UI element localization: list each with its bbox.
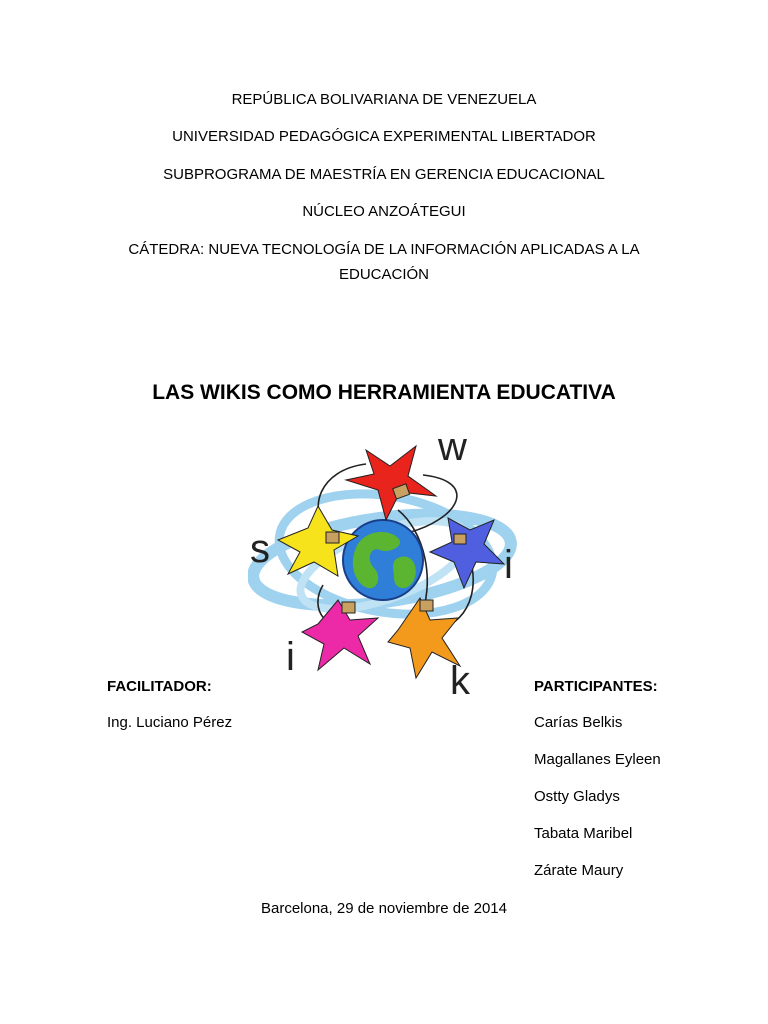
header-course-line1: CÁTEDRA: NUEVA TECNOLOGÍA DE LA INFORMACIÓN APLICADAS A LA [128, 241, 640, 258]
header-country: REPÚBLICA BOLIVARIANA DE VENEZUELA [231, 91, 537, 108]
header-program: SUBPROGRAMA DE MAESTRÍA EN GERENCIA EDUCACIONAL [163, 166, 605, 183]
logo-letter-w: w [438, 425, 467, 469]
participant-item: Magallanes Eyleen [534, 751, 661, 768]
footer-place-date: Barcelona, 29 de noviembre de 2014 [260, 900, 507, 917]
header-course-line2: EDUCACIÓN [338, 266, 429, 283]
participant-item: Ostty Gladys [534, 788, 620, 805]
document-title: LAS WIKIS COMO HERRAMIENTA EDUCATIVA [152, 381, 616, 404]
logo-computer-icon [420, 600, 433, 611]
logo-letter-k: k [450, 659, 470, 698]
header-nucleus: NÚCLEO ANZOÁTEGUI [302, 203, 466, 220]
facilitator-label: FACILITADOR: [107, 678, 212, 695]
participant-item: Zárate Maury [534, 862, 624, 879]
logo-letter-i-right: i [504, 543, 513, 587]
participants-label: PARTICIPANTES: [534, 678, 658, 695]
logo-computer-icon [454, 534, 466, 544]
participant-item: Tabata Maribel [534, 825, 633, 842]
logo-computer-icon [342, 602, 355, 613]
participant-item: Carías Belkis [534, 714, 623, 731]
logo-computer-icon [326, 532, 339, 543]
facilitator-name: Ing. Luciano Pérez [107, 714, 233, 731]
header-university: UNIVERSIDAD PEDAGÓGICA EXPERIMENTAL LIBERTADOR [172, 128, 596, 145]
logo-letter-s: s [250, 527, 270, 571]
logo-letter-i-left: i [286, 635, 295, 679]
wikis-logo [248, 420, 520, 698]
